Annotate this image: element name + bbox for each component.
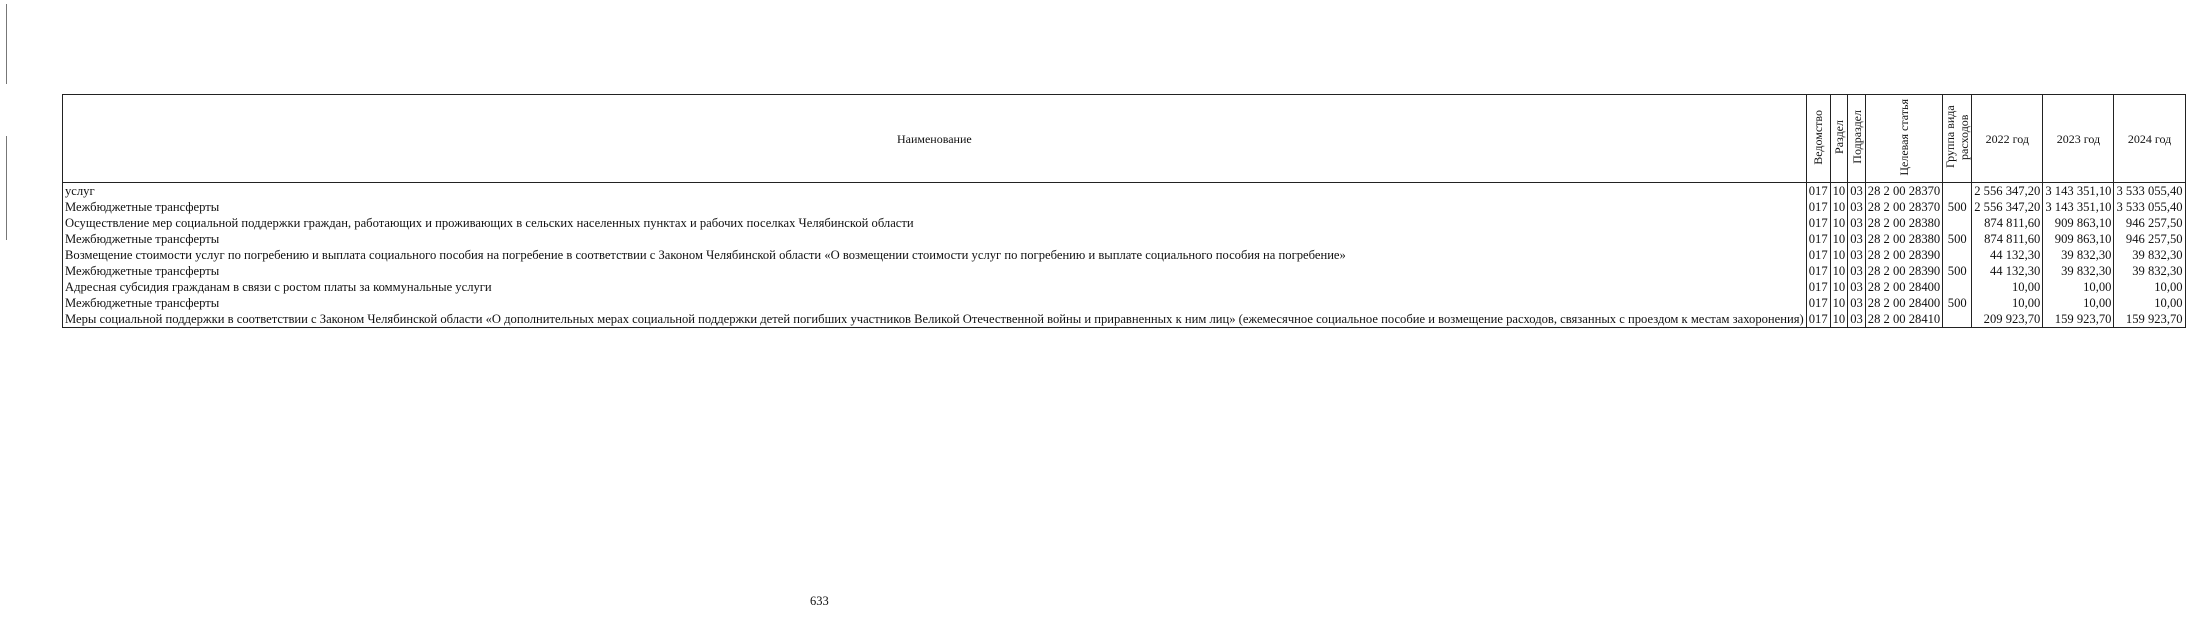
table-row: [63, 247, 2186, 263]
row-gruppa-vida: [1943, 183, 1972, 200]
table-row: [63, 215, 2186, 231]
table-body: [63, 183, 2186, 328]
row-gruppa-vida: 500: [1943, 199, 1972, 215]
row-podrazdel: 03: [1848, 247, 1866, 263]
row-podrazdel: 03: [1848, 311, 1866, 328]
row-podrazdel: 03: [1848, 279, 1866, 295]
row-amount-2023: 909 863,10: [2043, 231, 2114, 247]
row-razdel: 10: [1830, 295, 1848, 311]
row-name: Межбюджетные трансферты: [63, 263, 1807, 279]
table-row: [63, 279, 2186, 295]
row-gruppa-vida: 500: [1943, 231, 1972, 247]
row-amount-2022: 874 811,60: [1972, 231, 2043, 247]
header-celevaya-statya: Целевая статья: [1865, 95, 1942, 183]
header-name: Наименование: [63, 95, 1807, 183]
row-name: Адресная субсидия гражданам в связи с ростом платы за коммунальные услуги: [63, 279, 1807, 295]
row-amount-2024: 39 832,30: [2114, 247, 2185, 263]
row-razdel: 10: [1830, 311, 1848, 328]
row-celevaya-statya: 28 2 00 28380: [1865, 231, 1942, 247]
table-row: [63, 311, 2186, 328]
row-amount-2024: 39 832,30: [2114, 263, 2185, 279]
header-podrazdel: Подраздел: [1848, 95, 1866, 183]
row-vedomstvo: 017: [1806, 311, 1830, 328]
row-name: Межбюджетные трансферты: [63, 231, 1807, 247]
header-2024: 2024 год: [2114, 95, 2185, 183]
row-name: Осуществление мер социальной поддержки граждан, работающих и проживающих в сельских населенных пунктах и рабочих поселках Челябинской области: [63, 215, 1807, 231]
row-gruppa-vida: [1943, 247, 1972, 263]
row-razdel: 10: [1830, 231, 1848, 247]
row-name: Возмещение стоимости услуг по погребению и выплата социального пособия на погребение в соответствии с Законом Челябинской области «О возмещении стоимости услуг по погребению и выплате социального пособия на погребение»: [63, 247, 1807, 263]
row-razdel: 10: [1830, 215, 1848, 231]
row-podrazdel: 03: [1848, 199, 1866, 215]
row-amount-2023: 3 143 351,10: [2043, 183, 2114, 200]
row-amount-2024: 3 533 055,40: [2114, 199, 2185, 215]
row-vedomstvo: 017: [1806, 295, 1830, 311]
row-amount-2023: 10,00: [2043, 279, 2114, 295]
row-amount-2022: 10,00: [1972, 295, 2043, 311]
row-vedomstvo: 017: [1806, 183, 1830, 200]
row-amount-2022: 44 132,30: [1972, 263, 2043, 279]
left-margin-line: [6, 4, 7, 84]
header-2023: 2023 год: [2043, 95, 2114, 183]
row-name: Межбюджетные трансферты: [63, 199, 1807, 215]
row-amount-2023: 39 832,30: [2043, 263, 2114, 279]
table-row: [63, 199, 2186, 215]
row-amount-2023: 909 863,10: [2043, 215, 2114, 231]
row-podrazdel: 03: [1848, 183, 1866, 200]
row-razdel: 10: [1830, 279, 1848, 295]
header-razdel: Раздел: [1830, 95, 1848, 183]
table-row: [63, 231, 2186, 247]
row-celevaya-statya: 28 2 00 28400: [1865, 295, 1942, 311]
row-amount-2024: 159 923,70: [2114, 311, 2185, 328]
table-header: [63, 95, 2186, 183]
row-amount-2024: 946 257,50: [2114, 231, 2185, 247]
row-gruppa-vida: [1943, 311, 1972, 328]
row-vedomstvo: 017: [1806, 279, 1830, 295]
table-row: [63, 183, 2186, 200]
row-amount-2022: 209 923,70: [1972, 311, 2043, 328]
row-razdel: 10: [1830, 263, 1848, 279]
row-gruppa-vida: 500: [1943, 263, 1972, 279]
row-name: Межбюджетные трансферты: [63, 295, 1807, 311]
row-celevaya-statya: 28 2 00 28370: [1865, 199, 1942, 215]
row-amount-2022: 874 811,60: [1972, 215, 2043, 231]
row-podrazdel: 03: [1848, 295, 1866, 311]
row-podrazdel: 03: [1848, 263, 1866, 279]
row-amount-2024: 946 257,50: [2114, 215, 2185, 231]
row-amount-2024: 10,00: [2114, 279, 2185, 295]
row-celevaya-statya: 28 2 00 28390: [1865, 263, 1942, 279]
page-number: 633: [810, 594, 829, 608]
row-amount-2023: 39 832,30: [2043, 247, 2114, 263]
row-celevaya-statya: 28 2 00 28400: [1865, 279, 1942, 295]
row-vedomstvo: 017: [1806, 215, 1830, 231]
row-gruppa-vida: [1943, 215, 1972, 231]
row-amount-2023: 10,00: [2043, 295, 2114, 311]
row-amount-2023: 3 143 351,10: [2043, 199, 2114, 215]
row-celevaya-statya: 28 2 00 28370: [1865, 183, 1942, 200]
table-row: [63, 295, 2186, 311]
left-margin-line: [6, 136, 7, 240]
row-amount-2024: 3 533 055,40: [2114, 183, 2185, 200]
row-gruppa-vida: [1943, 279, 1972, 295]
row-amount-2022: 44 132,30: [1972, 247, 2043, 263]
row-gruppa-vida: 500: [1943, 295, 1972, 311]
header-gruppa-vida: Группа вида расходов: [1943, 95, 1972, 183]
row-vedomstvo: 017: [1806, 263, 1830, 279]
row-celevaya-statya: 28 2 00 28390: [1865, 247, 1942, 263]
row-vedomstvo: 017: [1806, 231, 1830, 247]
row-razdel: 10: [1830, 247, 1848, 263]
row-vedomstvo: 017: [1806, 199, 1830, 215]
row-razdel: 10: [1830, 183, 1848, 200]
row-celevaya-statya: 28 2 00 28410: [1865, 311, 1942, 328]
row-amount-2022: 10,00: [1972, 279, 2043, 295]
row-vedomstvo: 017: [1806, 247, 1830, 263]
row-razdel: 10: [1830, 199, 1848, 215]
row-celevaya-statya: 28 2 00 28380: [1865, 215, 1942, 231]
budget-table: [62, 94, 2186, 328]
row-amount-2022: 2 556 347,20: [1972, 183, 2043, 200]
row-amount-2022: 2 556 347,20: [1972, 199, 2043, 215]
header-vedomstvo: Ведомство: [1806, 95, 1830, 183]
row-podrazdel: 03: [1848, 231, 1866, 247]
header-2022: 2022 год: [1972, 95, 2043, 183]
row-podrazdel: 03: [1848, 215, 1866, 231]
table-row: [63, 263, 2186, 279]
row-name: Меры социальной поддержки в соответствии с Законом Челябинской области «О дополнительных мерах социальной поддержки детей погибших участников Великой Отечественной войны и приравненных к ним лиц» (ежемесячное социальное пособие и возмещение расходов, связанных с проездом к местам захоронения): [63, 311, 1807, 328]
row-amount-2024: 10,00: [2114, 295, 2185, 311]
row-name: услуг: [63, 183, 1807, 200]
row-amount-2023: 159 923,70: [2043, 311, 2114, 328]
